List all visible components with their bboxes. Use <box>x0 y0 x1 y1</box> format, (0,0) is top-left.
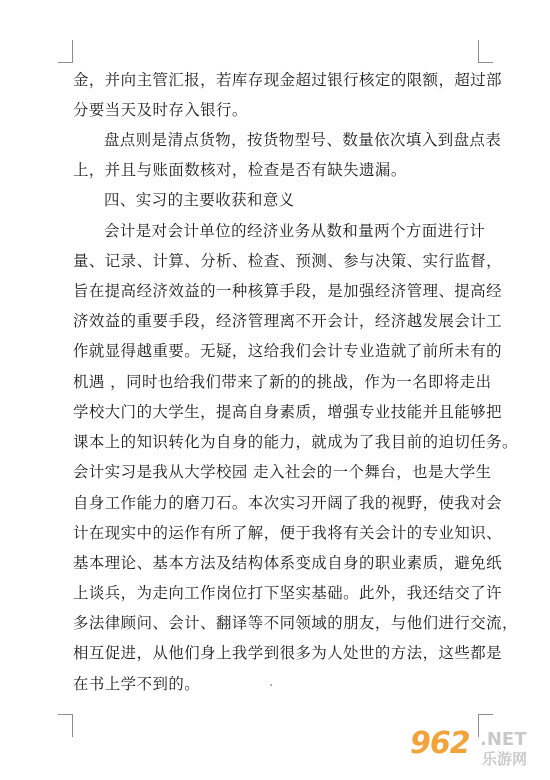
text-line: 学校大门的大学生，提高自身素质，增强专业技能并且能够把 <box>73 403 503 421</box>
watermark-domain: .NET <box>480 729 527 750</box>
text-line: 分要当天及时存入银行。 <box>73 101 248 119</box>
text-line: 金，并向主管汇报，若库存现金超过银行核定的限额，超过部 <box>73 71 503 89</box>
section-heading: 四、实习的主要收获和意义 <box>104 191 295 209</box>
paragraph-first-line: 会计是对会计单位的经济业务从数和量两个方面进行计 <box>104 222 486 240</box>
text-line: 在书上学不到的。 <box>73 675 201 693</box>
text-line: 计在现实中的运作有所了解，便于我将有关会计的专业知识、 <box>73 524 503 542</box>
text-line: 作就显得越重要。无疑，这给我们会计专业造就了前所未有的 <box>73 342 503 360</box>
text-line: 济效益的重要手段，经济管理离不开会计，经济越发展会计工 <box>73 312 503 330</box>
site-watermark-logo <box>408 726 548 776</box>
crop-mark-bottom-left <box>58 714 73 737</box>
text-line: 旨在提高经济效益的一种核算手段，是加强经济管理、提高经 <box>73 282 503 300</box>
watermark-digits: 962 <box>410 726 470 761</box>
crop-mark-top-left <box>58 40 73 63</box>
watermark-site-name: 乐游网 <box>482 750 528 768</box>
text-line: 机遇 ，同时也给我们带来了新的的挑战，作为一名即将走出 <box>73 373 492 391</box>
text-line: 量、记录、计算、分析、检查、预测、参与决策、实行监督， <box>73 252 503 270</box>
text-line: 会计实习是我从大学校园 走入社会的一个舞台，也是大学生 <box>73 463 492 481</box>
text-line: 相互促进，从他们身上我学到很多为人处世的方法，这些都是 <box>73 644 503 662</box>
crop-mark-top-right <box>478 40 493 63</box>
paragraph-first-line: 盘点则是清点货物，按货物型号、数量依次填入到盘点表 <box>104 131 502 149</box>
text-line: 上谈兵，为走向工作岗位打下坚实基础。此外，我还结交了许 <box>73 584 503 602</box>
text-line: 自身工作能力的磨刀石。本次实习开阔了我的视野，使我对会 <box>73 494 503 512</box>
stray-dot <box>270 684 272 686</box>
text-line: 基本理论、基本方法及结构体系变成自身的职业素质，避免纸 <box>73 554 503 572</box>
text-line: 多法律顾问、会计、翻译等不同领域的朋友，与他们进行交流， <box>73 614 518 632</box>
text-line: 课本上的知识转化为自身的能力，就成为了我目前的迫切任务。 <box>73 433 518 451</box>
text-line: 上，并且与账面数核对，检查是否有缺失遗漏。 <box>73 161 407 179</box>
